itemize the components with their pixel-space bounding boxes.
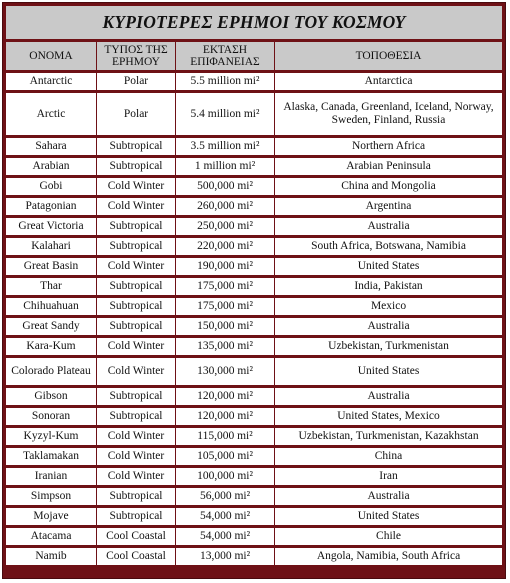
cell-desert-type: Subtropical: [97, 298, 176, 315]
cell-name: Sonoran: [6, 408, 97, 425]
table-row: [6, 428, 502, 445]
table-row: [6, 548, 502, 565]
table-row: [6, 93, 502, 135]
header-desert-type: ΤΥΠΟΣ ΤΗΣ ΕΡΗΜΟΥ: [97, 42, 176, 70]
cell-name: Iranian: [6, 468, 97, 485]
cell-location: Arabian Peninsula: [275, 158, 502, 175]
cell-surface-area: 135,000 mi²: [176, 338, 275, 355]
cell-location: Australia: [275, 318, 502, 335]
cell-name: Arabian: [6, 158, 97, 175]
table-row: [6, 298, 502, 315]
cell-surface-area: 120,000 mi²: [176, 408, 275, 425]
cell-location: Argentina: [275, 198, 502, 215]
title-row: [6, 6, 502, 39]
cell-name: Great Basin: [6, 258, 97, 275]
cell-location: United States, Mexico: [275, 408, 502, 425]
cell-location: Australia: [275, 388, 502, 405]
cell-desert-type: Cool Coastal: [97, 548, 176, 565]
cell-desert-type: Cold Winter: [97, 448, 176, 465]
cell-surface-area: 100,000 mi²: [176, 468, 275, 485]
cell-location: United States: [275, 358, 502, 385]
cell-surface-area: 175,000 mi²: [176, 278, 275, 295]
deserts-table: [6, 3, 502, 568]
cell-location: South Africa, Botswana, Namibia: [275, 238, 502, 255]
cell-name: Gibson: [6, 388, 97, 405]
cell-desert-type: Cold Winter: [97, 358, 176, 385]
table-row: [6, 138, 502, 155]
cell-surface-area: 190,000 mi²: [176, 258, 275, 275]
cell-desert-type: Subtropical: [97, 318, 176, 335]
cell-name: Kalahari: [6, 238, 97, 255]
cell-location: Alaska, Canada, Greenland, Iceland, Norway, Sweden, Finland, Russia: [275, 93, 502, 135]
cell-location: Uzbekistan, Turkmenistan, Kazakhstan: [275, 428, 502, 445]
cell-surface-area: 54,000 mi²: [176, 528, 275, 545]
cell-surface-area: 220,000 mi²: [176, 238, 275, 255]
cell-desert-type: Subtropical: [97, 508, 176, 525]
table-title: ΚΥΡΙΟΤΕΡΕΣ ΕΡΗΜΟΙ ΤΟΥ ΚΟΣΜΟΥ: [6, 6, 502, 39]
table-row: [6, 258, 502, 275]
cell-desert-type: Subtropical: [97, 238, 176, 255]
header-name: ΟΝΟΜΑ: [6, 42, 97, 70]
cell-surface-area: 5.4 million mi²: [176, 93, 275, 135]
cell-surface-area: 120,000 mi²: [176, 388, 275, 405]
table-row: [6, 338, 502, 355]
cell-location: Uzbekistan, Turkmenistan: [275, 338, 502, 355]
cell-surface-area: 115,000 mi²: [176, 428, 275, 445]
cell-location: United States: [275, 258, 502, 275]
cell-desert-type: Subtropical: [97, 488, 176, 505]
cell-location: Antarctica: [275, 73, 502, 90]
cell-desert-type: Subtropical: [97, 218, 176, 235]
header-surface-area: ΕΚΤΑΣΗ ΕΠΙΦΑΝΕΙΑΣ: [176, 42, 275, 70]
cell-name: Gobi: [6, 178, 97, 195]
deserts-table-frame: [2, 2, 506, 579]
table-row: [6, 448, 502, 465]
cell-desert-type: Subtropical: [97, 388, 176, 405]
cell-location: India, Pakistan: [275, 278, 502, 295]
cell-name: Atacama: [6, 528, 97, 545]
table-row: [6, 218, 502, 235]
cell-name: Simpson: [6, 488, 97, 505]
cell-location: Australia: [275, 218, 502, 235]
table-row: [6, 198, 502, 215]
header-row: [6, 42, 502, 70]
cell-desert-type: Subtropical: [97, 408, 176, 425]
cell-desert-type: Subtropical: [97, 158, 176, 175]
cell-location: China and Mongolia: [275, 178, 502, 195]
cell-location: Chile: [275, 528, 502, 545]
table-row: [6, 318, 502, 335]
table-row: [6, 358, 502, 385]
cell-name: Chihuahuan: [6, 298, 97, 315]
cell-name: Arctic: [6, 93, 97, 135]
cell-surface-area: 175,000 mi²: [176, 298, 275, 315]
cell-desert-type: Cold Winter: [97, 198, 176, 215]
cell-surface-area: 150,000 mi²: [176, 318, 275, 335]
table-row: [6, 508, 502, 525]
cell-desert-type: Polar: [97, 73, 176, 90]
table-row: [6, 158, 502, 175]
cell-surface-area: 5.5 million mi²: [176, 73, 275, 90]
cell-surface-area: 13,000 mi²: [176, 548, 275, 565]
table-row: [6, 238, 502, 255]
cell-name: Kyzyl-Kum: [6, 428, 97, 445]
table-row: [6, 468, 502, 485]
cell-surface-area: 54,000 mi²: [176, 508, 275, 525]
table-row: [6, 278, 502, 295]
cell-location: Iran: [275, 468, 502, 485]
cell-location: United States: [275, 508, 502, 525]
cell-surface-area: 105,000 mi²: [176, 448, 275, 465]
table-row: [6, 178, 502, 195]
cell-surface-area: 56,000 mi²: [176, 488, 275, 505]
cell-surface-area: 3.5 million mi²: [176, 138, 275, 155]
table-row: [6, 488, 502, 505]
cell-name: Colorado Plateau: [6, 358, 97, 385]
cell-location: Australia: [275, 488, 502, 505]
cell-name: Mojave: [6, 508, 97, 525]
cell-surface-area: 260,000 mi²: [176, 198, 275, 215]
cell-desert-type: Subtropical: [97, 138, 176, 155]
cell-name: Taklamakan: [6, 448, 97, 465]
cell-desert-type: Cold Winter: [97, 428, 176, 445]
cell-location: Northern Africa: [275, 138, 502, 155]
cell-desert-type: Subtropical: [97, 278, 176, 295]
header-location: ΤΟΠΟΘΕΣΙΑ: [275, 42, 502, 70]
cell-name: Great Sandy: [6, 318, 97, 335]
table-body: [6, 73, 502, 565]
table-row: [6, 408, 502, 425]
cell-surface-area: 1 million mi²: [176, 158, 275, 175]
cell-desert-type: Cold Winter: [97, 258, 176, 275]
cell-name: Sahara: [6, 138, 97, 155]
cell-desert-type: Cool Coastal: [97, 528, 176, 545]
cell-surface-area: 500,000 mi²: [176, 178, 275, 195]
cell-name: Great Victoria: [6, 218, 97, 235]
cell-desert-type: Cold Winter: [97, 468, 176, 485]
cell-desert-type: Polar: [97, 93, 176, 135]
table-row: [6, 528, 502, 545]
cell-surface-area: 250,000 mi²: [176, 218, 275, 235]
cell-location: Angola, Namibia, South Africa: [275, 548, 502, 565]
table-row: [6, 73, 502, 90]
cell-desert-type: Cold Winter: [97, 178, 176, 195]
cell-name: Thar: [6, 278, 97, 295]
table-row: [6, 388, 502, 405]
cell-location: China: [275, 448, 502, 465]
cell-location: Mexico: [275, 298, 502, 315]
cell-name: Antarctic: [6, 73, 97, 90]
cell-name: Namib: [6, 548, 97, 565]
cell-name: Patagonian: [6, 198, 97, 215]
cell-desert-type: Cold Winter: [97, 338, 176, 355]
cell-name: Kara-Kum: [6, 338, 97, 355]
cell-surface-area: 130,000 mi²: [176, 358, 275, 385]
